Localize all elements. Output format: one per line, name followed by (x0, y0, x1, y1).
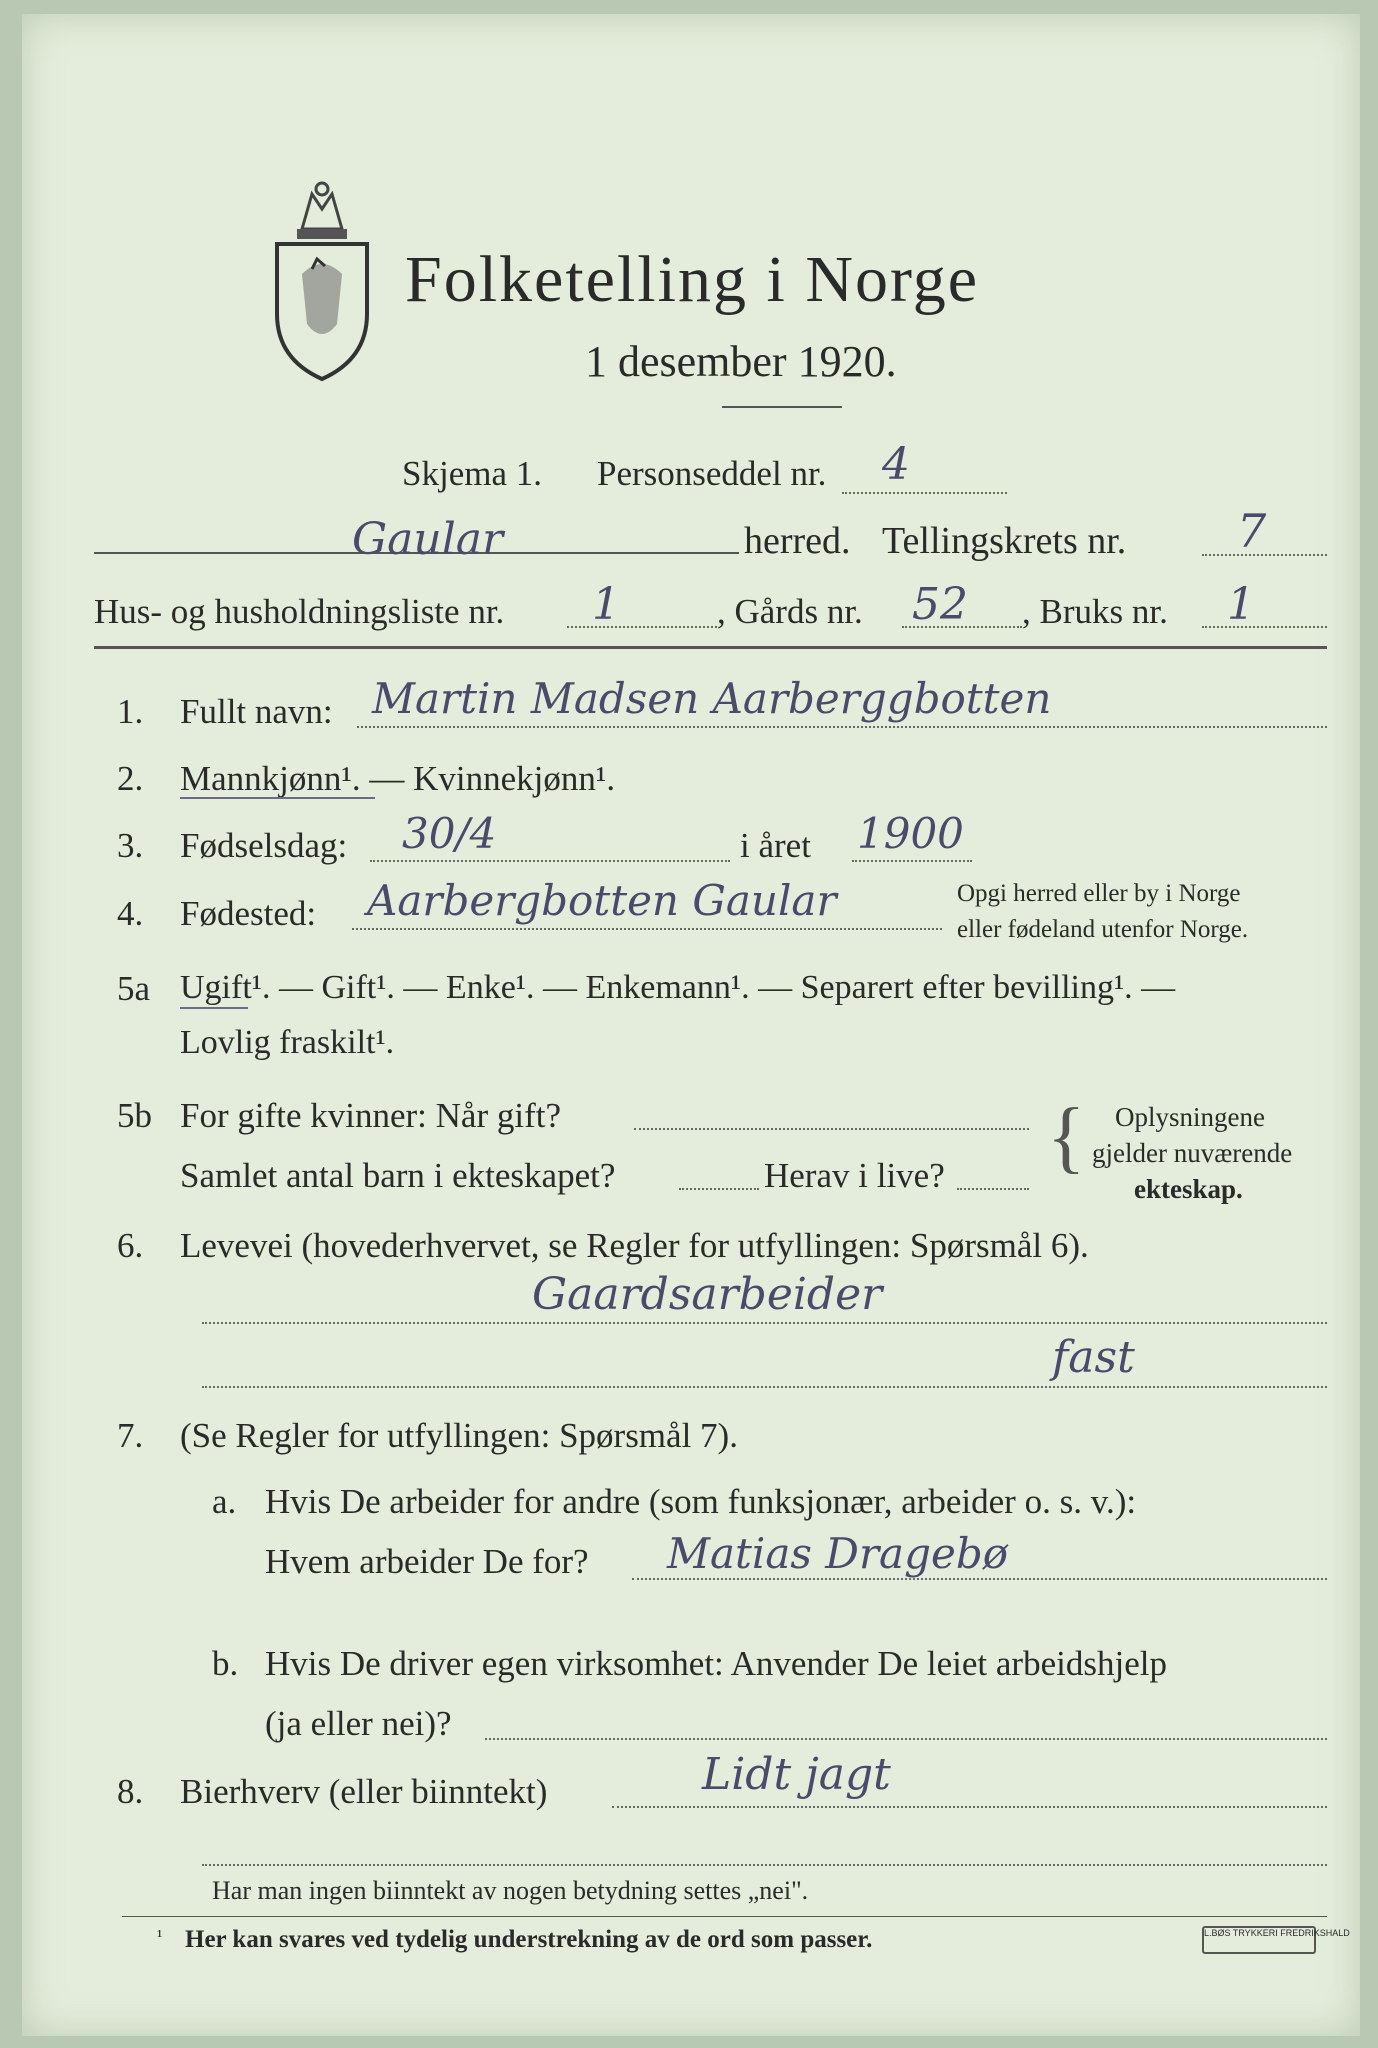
herred-label: herred. (744, 520, 851, 562)
q6-label: Levevei (hovederhvervet, se Regler for utfyllingen: Spørsmål 6). (180, 1226, 1089, 1265)
tellingskrets-label: Tellingskrets nr. (882, 520, 1127, 562)
employer-value: Matias Dragebø (667, 1529, 1009, 1578)
q7-label: (Se Regler for utfyllingen: Spørsmål 7). (180, 1416, 738, 1455)
divider (722, 406, 842, 408)
bruks-line (1202, 626, 1327, 628)
header-divider (94, 646, 1327, 649)
footer-note: Har man ingen biinntekt av nogen betydning settes „nei". (212, 1876, 809, 1905)
full-name-value: Martin Madsen Aarberggbotten (372, 674, 1052, 723)
skjema-label: Skjema 1. (402, 454, 542, 493)
q3-label: Fødselsdag: (180, 826, 348, 865)
q7b-line-1: Hvis De driver egen virksomhet: Anvender De leiet arbeidshjelp (265, 1644, 1167, 1683)
q2-number: 2. (117, 759, 144, 798)
q8-label: Bierhverv (eller biinntekt) (180, 1772, 548, 1811)
q6-number: 6. (117, 1226, 144, 1265)
q7-number: 7. (117, 1416, 144, 1455)
bruks-value: 1 (1227, 579, 1255, 630)
marital-options-2: Lovlig fraskilt¹. (180, 1024, 395, 1061)
ugift-underline (180, 1007, 248, 1009)
footer-divider (122, 1916, 1327, 1917)
q8-number: 8. (117, 1772, 144, 1811)
q7b-line (485, 1738, 1327, 1740)
birthplace-value: Aarbergbotten Gaular (367, 876, 837, 925)
q5b-line-3 (957, 1188, 1029, 1190)
herred-value: Gaular (352, 514, 504, 565)
q7b-letter: b. (212, 1644, 239, 1683)
q7b-line-2: (ja eller nei)? (265, 1704, 452, 1743)
q5b-children: Samlet antal barn i ekteskapet? (180, 1156, 616, 1195)
q1-label: Fullt navn: (180, 692, 333, 731)
footnote-mark: ¹ (157, 1926, 163, 1946)
tellingskrets-value: 7 (1237, 504, 1267, 558)
personseddel-label: Personseddel nr. (597, 454, 827, 493)
marital-options: Ugift¹. — Gift¹. — Enke¹. — Enkemann¹. — Separert efter bevilling¹. — (180, 969, 1176, 1006)
occupation-mark: fast (1052, 1332, 1135, 1383)
q8-line-1 (612, 1806, 1327, 1808)
hus-label: Hus- og husholdningsliste nr. (94, 592, 505, 631)
q1-line (357, 726, 1327, 728)
birthplace-note-2: eller fødeland utenfor Norge. (957, 916, 1249, 943)
personseddel-value: 4 (882, 439, 910, 490)
q4-number: 4. (117, 894, 144, 933)
q3-number: 3. (117, 826, 144, 865)
q8-line-2 (202, 1864, 1327, 1866)
census-date: 1 desember 1920. (585, 337, 897, 386)
q6-line-2 (202, 1386, 1327, 1388)
q5b-line-2 (679, 1188, 759, 1190)
year-line (852, 860, 972, 862)
gender-underline (180, 797, 375, 799)
q5b-note-3: ekteskap. (1134, 1174, 1243, 1204)
birthdate-value: 30/4 (402, 809, 497, 858)
form-title: Folketelling i Norge (405, 243, 980, 316)
hus-line (567, 626, 717, 628)
q5b-alive: Herav i live? (764, 1156, 945, 1195)
gards-label: , Gårds nr. (717, 592, 863, 631)
hus-value: 1 (592, 579, 620, 630)
printer-stamp: L.BØS TRYKKERI FREDRIKSHALD (1202, 1926, 1316, 1954)
q7a-line-1: Hvis De arbeider for andre (som funksjonær, arbeider o. s. v.): (265, 1482, 1137, 1521)
gender-options: Mannkjønn¹. — Kvinnekjønn¹. (180, 759, 616, 798)
brace-icon: { (1047, 1093, 1086, 1181)
footnote: Her kan svares ved tydelig understrekning av de ord som passer. (185, 1926, 873, 1953)
occupation-value: Gaardsarbeider (532, 1269, 883, 1320)
gards-value: 52 (912, 579, 968, 630)
personseddel-line (842, 492, 1007, 494)
q5b-number: 5b (117, 1096, 152, 1135)
year-label: i året (740, 826, 811, 865)
q5b-line-1 (634, 1128, 1029, 1130)
q5a-number: 5a (117, 969, 151, 1008)
birth-year-value: 1900 (857, 809, 964, 858)
census-form (22, 14, 1360, 2036)
q4-line (352, 928, 942, 930)
side-income-value: Lidt jagt (702, 1749, 891, 1800)
q1-number: 1. (117, 692, 144, 731)
q3-line (370, 860, 730, 862)
q5b-married-when: For gifte kvinner: Når gift? (180, 1096, 562, 1135)
q6-line-1 (202, 1322, 1327, 1324)
birthplace-note-1: Opgi herred eller by i Norge (957, 880, 1241, 907)
coat-of-arms-icon (267, 174, 377, 384)
q5b-note-1: Oplysningene (1115, 1102, 1265, 1132)
q7a-letter: a. (212, 1482, 237, 1521)
q7a-line-2: Hvem arbeider De for? (265, 1542, 589, 1581)
q5b-note-2: gjelder nuværende (1092, 1138, 1293, 1168)
q4-label: Fødested: (180, 894, 317, 933)
bruks-label: , Bruks nr. (1022, 592, 1168, 631)
q7a-line (632, 1578, 1327, 1580)
